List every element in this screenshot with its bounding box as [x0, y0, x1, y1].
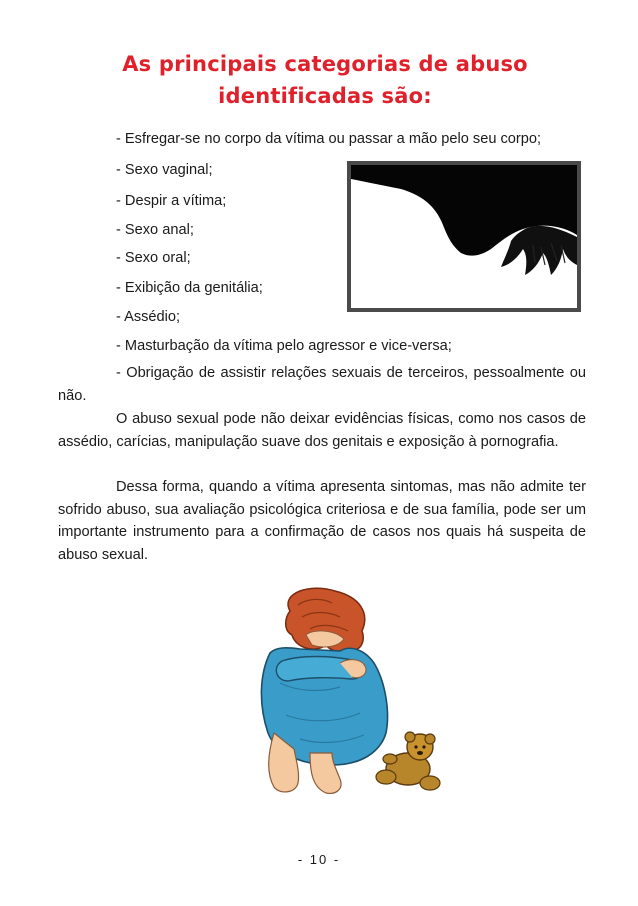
crying-child-illustration	[240, 583, 450, 805]
list-item: - Assédio;	[116, 309, 181, 325]
list-item: - Exibição da genitália;	[116, 280, 263, 296]
list-item: - Despir a vítima;	[116, 193, 227, 209]
silhouette-photo	[347, 161, 581, 312]
title-line-1: As principais categorias de abuso	[122, 52, 528, 76]
list-item: - Sexo vaginal;	[116, 162, 213, 178]
list-item: - Esfregar-se no corpo da vítima ou passar a mão pelo seu corpo;	[116, 131, 542, 147]
list-item: - Sexo anal;	[116, 222, 194, 238]
title-line-2: identificadas são:	[218, 84, 432, 108]
paragraph-1: O abuso sexual pode não deixar evidências físicas, como nos casos de assédio, carícias, manipulação suave dos genitais e exposição à pornografia.	[58, 411, 586, 450]
page-number: - 10 -	[297, 852, 341, 867]
paragraph-2: Dessa forma, quando a vítima apresenta sintomas, mas não admite ter sofrido abuso, sua avaliação psicológica criteriosa e de sua família, pode ser um importante instrumento para a confirmação de casos nos quais há suspeita de abuso sexual.	[58, 479, 586, 563]
list-item-last: - Obrigação de assistir relações sexuais de terceiros, pessoalmente ou não.	[58, 365, 586, 404]
list-item: - Masturbação da vítima pelo agressor e vice-versa;	[116, 338, 452, 354]
list-item: - Sexo oral;	[116, 250, 191, 266]
page-title	[60, 48, 590, 112]
